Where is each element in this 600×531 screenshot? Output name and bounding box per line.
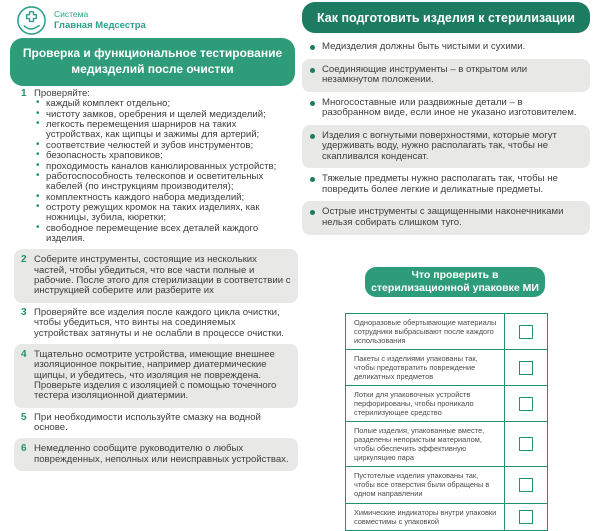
checklist-table: [345, 313, 548, 531]
checkbox-cell: [504, 467, 547, 502]
left-item: [14, 249, 298, 302]
logo-line2: Главная Медсестра: [54, 19, 146, 31]
checkbox[interactable]: [519, 510, 533, 524]
prep-item: [302, 201, 590, 234]
bullet-text: безопасность храповиков;: [46, 150, 163, 162]
bullet-icon: •: [36, 221, 40, 233]
bullet-text: соответствие челюстей и зубов инструментов;: [46, 139, 254, 151]
checklist-header: Что проверить в стерилизационной упаковке МИ: [365, 267, 545, 297]
bullet-text: проходимость каналов канюлированных устройств;: [46, 160, 277, 172]
checkbox-cell: [504, 504, 547, 530]
checklist-row: [346, 350, 547, 386]
checklist-text: Лотки для упаковочных устройств перфорированы, чтобы проникало стерилизующее средство: [354, 390, 474, 418]
left-item: [14, 438, 298, 471]
bullet-icon: •: [36, 97, 40, 109]
checklist-text: Полые изделия, упакованные вместе, разделены непористым материалом, чтобы обеспечить эффективную циркуляцию пара: [354, 426, 485, 463]
bullet-icon: [310, 134, 315, 139]
checkbox[interactable]: [519, 437, 533, 451]
left-item: [14, 88, 298, 245]
prep-text: Изделия с вогнутыми поверхностями, которые могут удерживать воду, нужно располагать так, чтобы не скапливался конденсат.: [322, 129, 557, 162]
bullet-icon: •: [36, 190, 40, 202]
item-text: При необходимости используйте смазку на водной основе.: [34, 411, 261, 434]
prep-item: [302, 40, 590, 55]
checklist-row: [346, 314, 547, 350]
checkbox-cell: [504, 422, 547, 466]
bullet-icon: •: [36, 200, 40, 212]
item-number: 5: [21, 411, 27, 423]
checklist-row: [346, 467, 547, 503]
right-section-header: Как подготовить изделия к стерилизации: [302, 2, 590, 33]
checklist-text: Пакеты с изделиями упакованы так, чтобы предотвратить повреждение деликатных предметов: [354, 354, 478, 382]
checkbox[interactable]: [519, 478, 533, 492]
bullet-icon: •: [36, 107, 40, 119]
bullet-text: комплектность каждого набора медизделий;: [46, 191, 245, 203]
list-item: [34, 120, 291, 141]
checklist-text: Пустотелые изделия упакованы так, чтобы все отверстия были обращены в одном направлении: [354, 471, 490, 499]
prep-text: Медизделия должны быть чистыми и сухими.: [322, 41, 526, 52]
checkbox[interactable]: [519, 397, 533, 411]
bullet-icon: [310, 177, 315, 182]
list-item: [34, 169, 291, 193]
bullet-text: работоспособность телескопов и осветительных кабелей (по инструкциям производителя);: [46, 170, 264, 193]
item-number: 4: [21, 348, 27, 360]
logo-text: [54, 9, 146, 32]
hand-cross-icon: [16, 5, 47, 36]
right-column: [302, 40, 590, 239]
left-section-header: Проверка и функциональное тестирование медизделий после очистки: [10, 38, 295, 86]
prep-item: [302, 125, 590, 169]
bullet-icon: •: [36, 149, 40, 161]
bullet-icon: [310, 45, 315, 50]
bullet-icon: [310, 68, 315, 73]
item-text: Проверяйте все изделия после каждого цикла очистки, чтобы убедиться, что винты на соединяемых устройствах затянуты и не ослабли в процессе очистки.: [34, 306, 284, 339]
checkbox-cell: [504, 314, 547, 349]
bullet-text: легкость перемещения шарниров на таких устройствах, как щипцы и зажимы для артерий;: [46, 119, 260, 141]
checklist-row: [346, 504, 547, 530]
logo-line1: Система: [54, 9, 89, 20]
item-text: Соберите инструменты, состоящие из нескольких частей, чтобы убедиться, что все части полные и рабочие. После этого для стерилизации в соответствии с инструкцией соберите или разберите их: [34, 254, 291, 297]
prep-text: Тяжелые предметы нужно располагать так, чтобы не повредить более легкие и деликатные предметы.: [322, 173, 558, 195]
bullet-text: остроту режущих кромок на таких изделиях, как ножницы, зубила, кюретки;: [46, 201, 260, 224]
bullet-icon: •: [36, 159, 40, 171]
bullet-icon: [310, 101, 315, 106]
bullet-icon: •: [36, 169, 40, 181]
left-item: [14, 412, 298, 435]
item-number: 1: [21, 88, 27, 99]
prep-item: [302, 96, 590, 121]
prep-text: Соединяющие инструменты – в открытом или незамкнутом положении.: [322, 63, 528, 86]
item-text: Тщательно осмотрите устройства, имеющие внешнее изоляционное покрытие, например диатермические щипцы, и убедитесь, что изоляция не повреждена. Проверьте изделия с изоляцией с помощью точечного тестера изоляционной диатермии.: [34, 348, 277, 402]
prep-text: Острые инструменты с защищенными наконечниками нельзя собирать слишком туго.: [322, 206, 564, 229]
checklist-row: [346, 386, 547, 422]
logo: [16, 5, 146, 36]
item-text: Немедленно сообщите руководителю о любых поврежденных, неполных или неисправных устройствах.: [34, 443, 289, 465]
item-number: 6: [21, 443, 27, 455]
left-item: [14, 344, 298, 408]
list-item: [34, 221, 291, 245]
bullet-text: каждый комплект отдельно;: [46, 98, 171, 110]
bullet-icon: •: [36, 138, 40, 150]
list-item: [34, 200, 291, 224]
prep-item: [302, 59, 590, 92]
checklist-text: Одноразовые обертывающие материалы сотрудники выбрасывают после каждого использования: [354, 318, 497, 346]
checkbox[interactable]: [519, 361, 533, 375]
item-number: 3: [21, 306, 27, 318]
bullet-icon: •: [36, 118, 40, 130]
checkbox[interactable]: [519, 325, 533, 339]
left-column: [14, 88, 298, 475]
prep-text: Многосоставные или раздвижные детали – в разобранном виде, если иное не указано изготовителем.: [322, 96, 577, 119]
prep-item: [302, 172, 590, 197]
checkbox-cell: [504, 350, 547, 385]
item-bullets: [34, 99, 291, 244]
bullet-icon: [310, 210, 315, 215]
checklist-text: Химические индикаторы внутри упаковки совместимы с упаковкой: [354, 507, 497, 526]
left-item: [14, 307, 298, 340]
item-number: 2: [21, 254, 27, 266]
item-text: Проверяйте: • каждый комплект отдельно; • чистоту замков, оребрения и щелей медизделий; • легкость перемещения шарниров на таких устройствах, как щипцы и зажимы для артерий; • соответствие челюстей и зубов инструментов; • безопасность храповиков; • проходимость каналов канюлированных устройств; • работоспособность телескопов и осветительных кабелей (по инструкциям производителя); • комплектность каждого набора медизделий; • остроту режущих кромок на таких изделиях, как ножницы, зубила, кюретки; • свободное перемещение всех деталей каждого изделия.: [34, 89, 291, 244]
bullet-text: чистоту замков, оребрения и щелей медизделий;: [46, 108, 266, 120]
checkbox-cell: [504, 386, 547, 421]
checklist-row: [346, 422, 547, 467]
bullet-text: свободное перемещение всех деталей каждого изделия.: [46, 222, 259, 245]
